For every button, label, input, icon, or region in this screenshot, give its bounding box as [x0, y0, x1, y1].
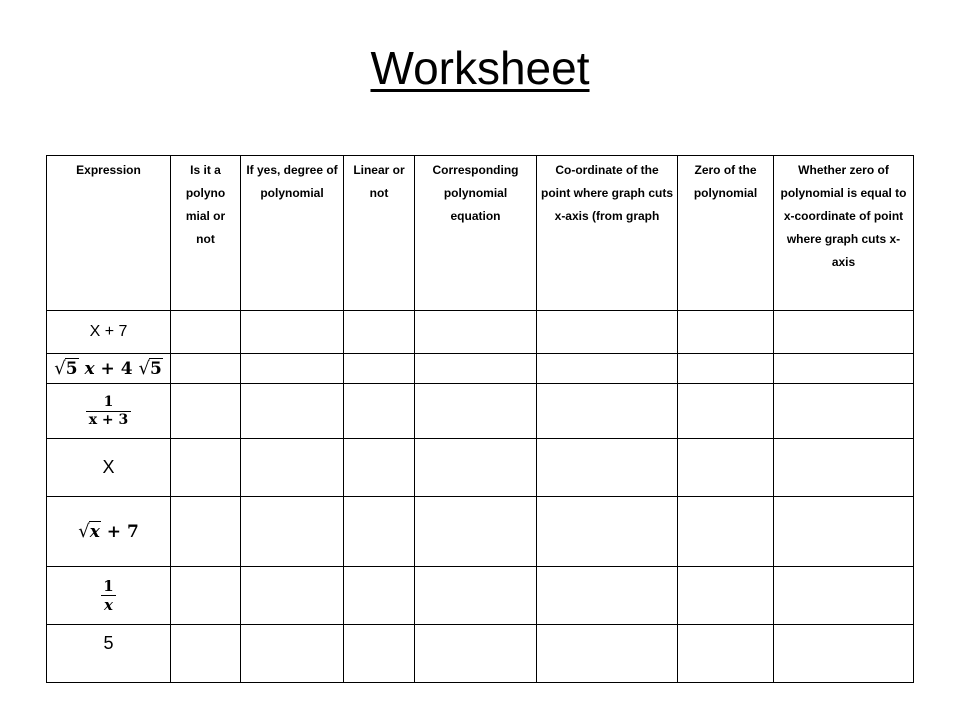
math-expression: √x + 7	[78, 521, 139, 542]
answer-cell[interactable]	[678, 625, 774, 683]
answer-cell[interactable]	[774, 439, 914, 497]
answer-cell[interactable]	[344, 439, 415, 497]
fraction-expression: $\frac{1}{x}$	[100, 577, 116, 614]
answer-cell[interactable]	[171, 497, 241, 567]
expression-text: X	[102, 457, 115, 477]
answer-cell[interactable]	[774, 354, 914, 384]
table-row	[47, 625, 914, 683]
answer-cell[interactable]	[415, 354, 537, 384]
square-root: √5	[54, 358, 78, 379]
answer-cell[interactable]	[537, 311, 678, 354]
table-row	[47, 354, 914, 384]
header-row	[47, 156, 914, 311]
table-row	[47, 567, 914, 625]
answer-cell[interactable]	[171, 311, 241, 354]
answer-cell[interactable]	[415, 567, 537, 625]
answer-cell[interactable]	[415, 384, 537, 439]
table-row	[47, 384, 914, 439]
expression-cell	[47, 625, 171, 683]
answer-cell[interactable]	[241, 384, 344, 439]
answer-cell[interactable]	[774, 567, 914, 625]
expression-cell	[47, 497, 171, 567]
answer-cell[interactable]	[241, 567, 344, 625]
table-row	[47, 439, 914, 497]
answer-cell[interactable]	[537, 439, 678, 497]
answer-cell[interactable]	[678, 497, 774, 567]
expression-cell	[47, 354, 171, 384]
answer-cell[interactable]	[774, 384, 914, 439]
answer-cell[interactable]	[344, 384, 415, 439]
answer-cell[interactable]	[774, 497, 914, 567]
answer-cell[interactable]	[171, 384, 241, 439]
answer-cell[interactable]	[537, 625, 678, 683]
column-header-zero-equals-coordinate: Whether zero of polynomial is equal to x-coordinate of point where graph cuts x-axis	[774, 156, 914, 311]
expression-cell	[47, 311, 171, 354]
worksheet-table	[46, 155, 914, 683]
answer-cell[interactable]	[774, 311, 914, 354]
answer-cell[interactable]	[415, 311, 537, 354]
column-header-expression: Expression	[47, 156, 171, 311]
column-header-is-polynomial: Is it a polyno mial or not	[171, 156, 241, 311]
expression-cell	[47, 567, 171, 625]
answer-cell[interactable]	[415, 497, 537, 567]
expression-text: X + 7	[89, 323, 128, 340]
answer-cell[interactable]	[678, 567, 774, 625]
answer-cell[interactable]	[241, 625, 344, 683]
answer-cell[interactable]	[171, 439, 241, 497]
answer-cell[interactable]	[537, 384, 678, 439]
answer-cell[interactable]	[678, 384, 774, 439]
answer-cell[interactable]	[678, 439, 774, 497]
column-header-linear: Linear or not	[344, 156, 415, 311]
answer-cell[interactable]	[171, 354, 241, 384]
expression-cell	[47, 384, 171, 439]
table-row	[47, 311, 914, 354]
answer-cell[interactable]	[241, 439, 344, 497]
answer-cell[interactable]	[415, 625, 537, 683]
column-header-zero: Zero of the polynomial	[678, 156, 774, 311]
answer-cell[interactable]	[537, 497, 678, 567]
answer-cell[interactable]	[415, 439, 537, 497]
column-header-polynomial-equation: Corresponding polynomial equation	[415, 156, 537, 311]
answer-cell[interactable]	[241, 354, 344, 384]
answer-cell[interactable]	[344, 354, 415, 384]
answer-cell[interactable]	[344, 625, 415, 683]
fraction-expression: $\frac{1}{x + 3}$	[86, 394, 132, 429]
answer-cell[interactable]	[171, 567, 241, 625]
answer-cell[interactable]	[171, 625, 241, 683]
answer-cell[interactable]	[344, 311, 415, 354]
answer-cell[interactable]	[678, 354, 774, 384]
answer-cell[interactable]	[344, 567, 415, 625]
square-root: √x	[78, 521, 100, 542]
table-row	[47, 497, 914, 567]
square-root: √5	[138, 358, 162, 379]
answer-cell[interactable]	[537, 567, 678, 625]
page-title: Worksheet	[370, 42, 590, 94]
column-header-degree: If yes, degree of polynomial	[241, 156, 344, 311]
math-expression: √5 x + 4 √5	[54, 358, 162, 379]
column-header-x-axis-coordinate: Co-ordinate of the point where graph cuts x-axis (from graph	[537, 156, 678, 311]
answer-cell[interactable]	[241, 497, 344, 567]
expression-text: 5	[103, 633, 114, 653]
answer-cell[interactable]	[774, 625, 914, 683]
answer-cell[interactable]	[241, 311, 344, 354]
answer-cell[interactable]	[344, 497, 415, 567]
answer-cell[interactable]	[678, 311, 774, 354]
expression-cell	[47, 439, 171, 497]
answer-cell[interactable]	[537, 354, 678, 384]
